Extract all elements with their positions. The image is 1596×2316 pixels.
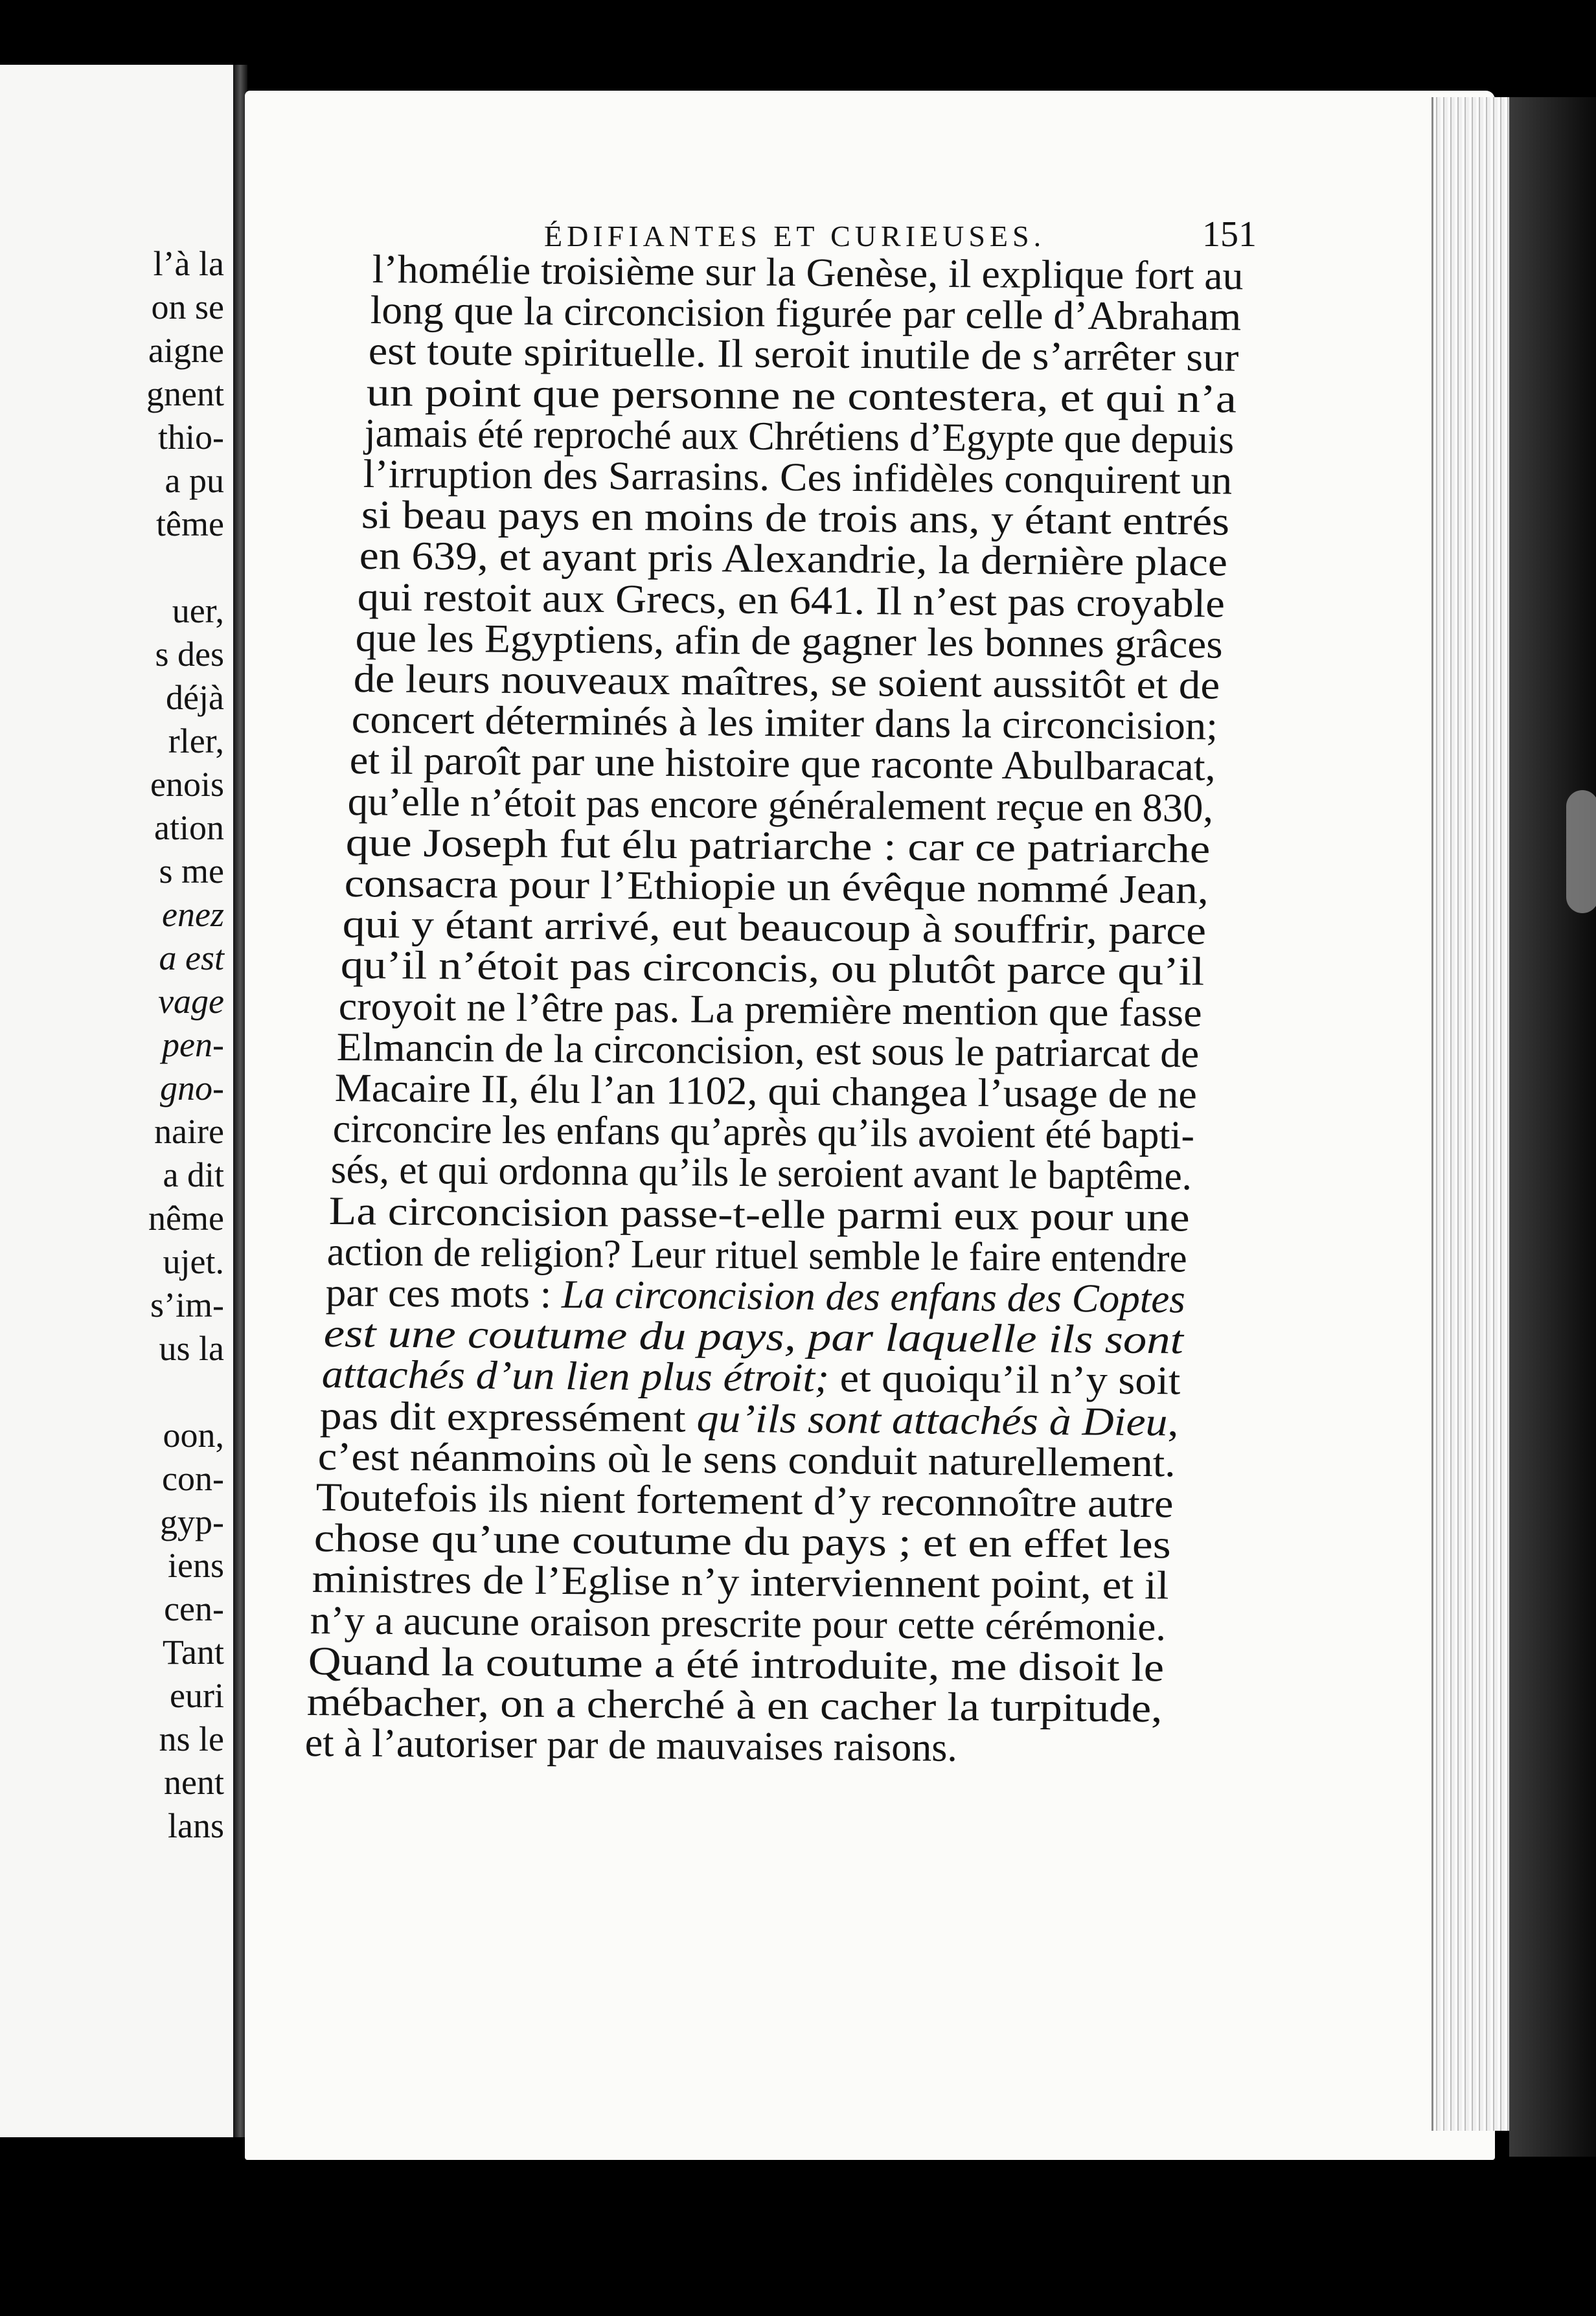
text-segment: long que la circoncision figurée par celle d’Abraham bbox=[370, 288, 1242, 339]
text-segment: que les Egyptiens, afin de gagner les bonnes grâces bbox=[355, 615, 1223, 667]
left-page-line: enez bbox=[162, 895, 224, 934]
left-page-line: s me bbox=[159, 852, 224, 891]
left-page-line: tême bbox=[156, 505, 224, 543]
left-page-line: s’im- bbox=[150, 1286, 224, 1324]
left-page-line: cen- bbox=[164, 1589, 224, 1628]
text-segment: l’irruption des Sarrasins. Ces infidèles conquirent un bbox=[362, 452, 1232, 503]
text-segment: en 639, et ayant pris Alexandrie, la dernière place bbox=[359, 534, 1227, 585]
left-page-line: déjà bbox=[166, 678, 224, 717]
page-edges bbox=[1431, 97, 1511, 2131]
left-page-line: a est bbox=[159, 938, 224, 977]
left-page-line: con- bbox=[162, 1459, 224, 1498]
text-segment: n’y a aucune oraison prescrite pour cette cérémonie. bbox=[310, 1598, 1167, 1649]
left-page-line: Tant bbox=[162, 1633, 224, 1672]
left-page-line: nême bbox=[148, 1199, 224, 1238]
left-page-line: gnent bbox=[146, 374, 224, 413]
text-segment: Toutefois ils nient fortement d’y reconnoître autre bbox=[315, 1475, 1174, 1527]
text-segment: consacra pour l’Ethiopie un évêque nommé Jean, bbox=[343, 861, 1209, 913]
left-page-line: pen- bbox=[162, 1025, 224, 1064]
left-page bbox=[0, 65, 237, 2137]
text-segment: pas dit expressément bbox=[319, 1393, 697, 1441]
left-page-line: enois bbox=[150, 765, 224, 804]
text-segment: c’est néanmoins où le sens conduit naturellement. bbox=[317, 1434, 1176, 1486]
text-segment: concert déterminés à les imiter dans la circoncision; bbox=[351, 698, 1218, 749]
text-segment: qu’il n’étoit pas circoncis, ou plutôt parce qu’il bbox=[340, 943, 1205, 994]
page-number: 151 bbox=[1202, 214, 1257, 255]
left-page-line: oon, bbox=[163, 1416, 224, 1455]
text-segment: un point que personne ne contestera, et qui n’a bbox=[366, 370, 1237, 422]
text-segment: croyoit ne l’être pas. La première mention que fasse bbox=[338, 984, 1202, 1036]
text-segment: La circoncision passe-t-elle parmi eux pour une bbox=[328, 1188, 1191, 1240]
left-page-line: us la bbox=[159, 1329, 224, 1368]
text-segment: qu’elle n’étoit pas encore généralement reçue en 830, bbox=[347, 779, 1214, 831]
text-segment: et il paroît par une histoire que raconte Abulbaracat, bbox=[349, 738, 1216, 789]
left-page-line: ns le bbox=[159, 1720, 224, 1758]
left-page-line: thio- bbox=[158, 418, 224, 457]
text-segment: , bbox=[1167, 1400, 1179, 1445]
left-page-line: lans bbox=[168, 1806, 224, 1845]
text-segment: ministres de l’Eglise n’y interviennent point, et il bbox=[312, 1557, 1169, 1608]
left-page-line: a pu bbox=[165, 461, 224, 500]
left-page-line: vage bbox=[158, 982, 224, 1021]
left-page-line: s des bbox=[155, 635, 224, 674]
left-page-line: nent bbox=[164, 1763, 224, 1802]
left-page-line: rler, bbox=[168, 721, 224, 760]
text-segment: circoncire les enfans qu’après qu’ils avoient été bapti- bbox=[332, 1107, 1195, 1158]
left-page-line: l’à la bbox=[153, 244, 224, 283]
text-segment: Elmancin de la circoncision, est sous le patriarcat de bbox=[336, 1025, 1200, 1076]
left-page-line: gno- bbox=[160, 1069, 224, 1107]
text-segment: qui y étant arrivé, eut beaucoup à souffrir, parce bbox=[342, 902, 1206, 953]
book-cover-edge bbox=[1509, 97, 1596, 2157]
italic-text: La circoncision des enfans des Coptes bbox=[561, 1272, 1185, 1322]
library-stamp bbox=[1566, 790, 1596, 913]
left-page-line: naire bbox=[154, 1112, 224, 1151]
text-segment: mébacher, on a cherché à en cacher la turpitude, bbox=[306, 1680, 1163, 1731]
left-page-line: euri bbox=[170, 1676, 224, 1715]
text-segment: de leurs nouveaux maîtres, se soient aussitôt et de bbox=[353, 657, 1220, 708]
text-segment: et quoiqu’il n’y soit bbox=[828, 1356, 1181, 1403]
text-segment: jamais été reproché aux Chrétiens d’Egypte que depuis bbox=[364, 411, 1235, 462]
italic-text: est une coutume du pays, par laquelle ils sont bbox=[323, 1311, 1183, 1363]
text-segment: par ces mots : bbox=[325, 1271, 562, 1317]
left-page-line: on se bbox=[151, 288, 224, 326]
text-segment: que Joseph fut élu patriarche : car ce patriarche bbox=[345, 820, 1211, 872]
italic-text: attachés d’un lien plus étroit; bbox=[321, 1352, 830, 1401]
text-segment: action de religion? Leur rituel semble le faire entendre bbox=[326, 1229, 1188, 1281]
text-segment: est toute spirituelle. Il seroit inutile de s’arrêter sur bbox=[368, 329, 1239, 380]
running-title: ÉDIFIANTES ET CURIEUSES. bbox=[544, 220, 1046, 253]
left-page-line: gyp- bbox=[160, 1503, 224, 1541]
italic-text: qu’ils sont attachés à Dieu bbox=[696, 1396, 1168, 1444]
left-page-line: aigne bbox=[148, 331, 224, 370]
left-page-line: iens bbox=[168, 1546, 224, 1585]
left-page-line: ation bbox=[154, 808, 224, 847]
text-segment: qui restoit aux Grecs, en 641. Il n’est pas croyable bbox=[357, 574, 1225, 626]
text-segment: l’homélie troisième sur la Genèse, il explique fort au bbox=[372, 247, 1244, 299]
text-line bbox=[304, 1721, 957, 1771]
left-page-line: ujet. bbox=[163, 1242, 224, 1281]
text-segment: si beau pays en moins de trois ans, y étant entrés bbox=[361, 493, 1229, 544]
text-segment: Macaire II, élu l’an 1102, qui changea l’usage de ne bbox=[334, 1066, 1198, 1117]
text-segment: et à l’autoriser par de mauvaises raisons. bbox=[304, 1721, 957, 1771]
left-page-line: a dit bbox=[163, 1155, 224, 1194]
left-page-line: uer, bbox=[172, 591, 224, 630]
text-segment: sés, et qui ordonna qu’ils le seroient avant le baptême. bbox=[330, 1148, 1192, 1199]
text-segment: chose qu’une coutume du pays ; et en effet les bbox=[314, 1516, 1172, 1567]
text-segment: Quand la coutume a été introduite, me disoit le bbox=[308, 1639, 1165, 1690]
